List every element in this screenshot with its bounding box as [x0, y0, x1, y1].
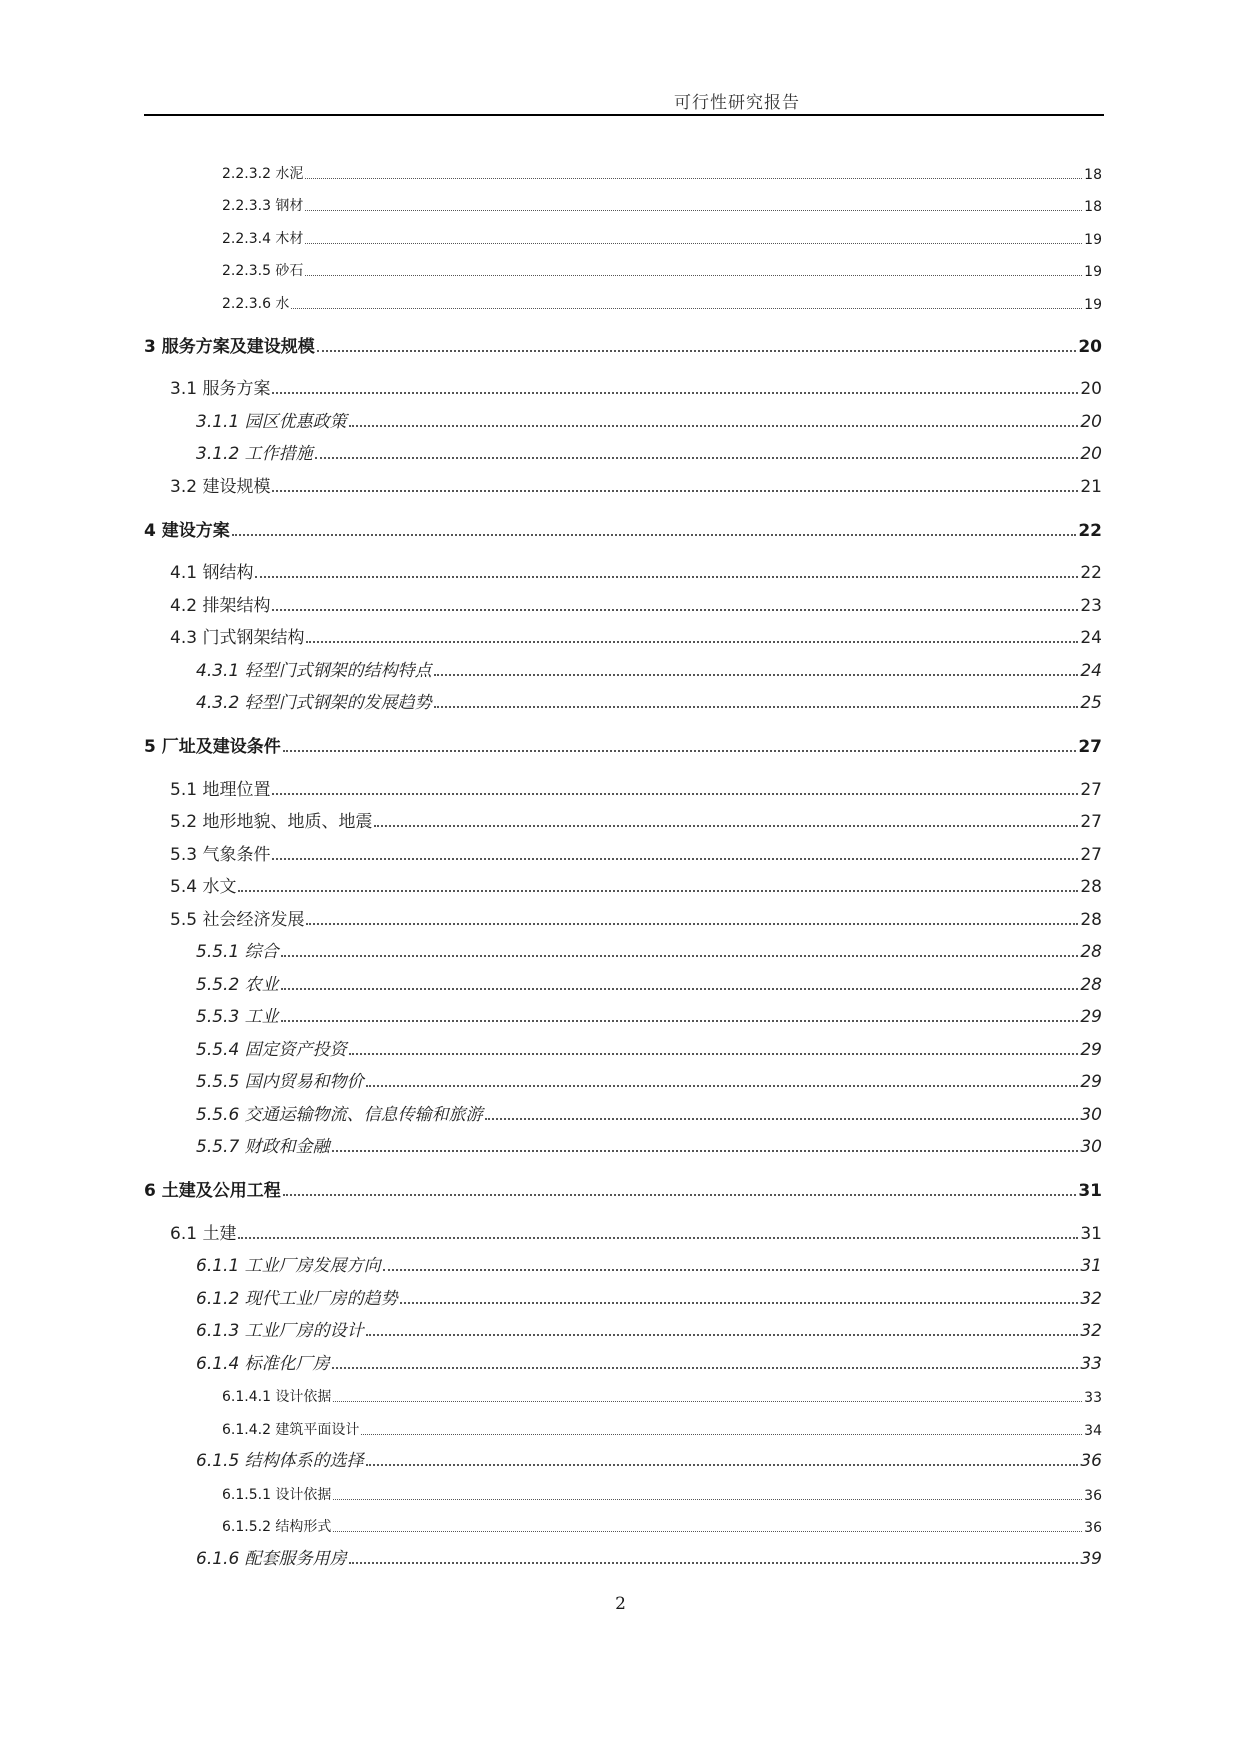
toc-dot-leader: [332, 1367, 1079, 1369]
toc-entry-page: 36: [1084, 1520, 1102, 1536]
toc-dot-leader: [272, 858, 1078, 860]
toc-entry[interactable]: [144, 551, 1102, 584]
toc-entry[interactable]: [144, 1309, 1102, 1342]
toc-dot-leader: [383, 1269, 1079, 1271]
toc-dot-leader: [434, 706, 1079, 708]
toc-entry-page: 21: [1080, 476, 1102, 497]
toc-dot-leader: [485, 1118, 1079, 1120]
toc-entry-page: 34: [1084, 1422, 1102, 1439]
toc-entry-label: 6.1.5 结构体系的选择: [196, 1451, 364, 1471]
toc-entry-page: 31: [1078, 1181, 1102, 1201]
toc-entry[interactable]: [144, 325, 1102, 357]
toc-entry-label: 5.5 社会经济发展: [170, 909, 305, 930]
toc-dot-leader: [281, 955, 1079, 957]
toc-entry-page: 39: [1080, 1548, 1102, 1569]
toc-entry-label: 5 厂址及建设条件: [144, 737, 281, 757]
toc-entry[interactable]: [144, 1169, 1102, 1201]
toc-dot-leader: [366, 1334, 1079, 1336]
toc-dot-leader: [332, 1150, 1079, 1152]
toc-entry-page: 23: [1080, 595, 1102, 616]
toc-entry-label: 4.1 钢结构: [170, 563, 254, 583]
toc-entry-label: 3.1 服务方案: [170, 379, 271, 399]
toc-dot-leader: [272, 490, 1078, 492]
toc-dot-leader: [255, 576, 1078, 578]
toc-entry-page: 33: [1080, 1353, 1102, 1374]
toc-entry-label: 6.1.5.1 设计依据: [222, 1486, 332, 1503]
toc-entry-label: 2.2.3.5 砂石: [222, 263, 304, 279]
toc-entry-label: 5.4 水文: [170, 877, 237, 897]
toc-entry-page: 18: [1084, 166, 1102, 183]
toc-entry[interactable]: [144, 616, 1102, 649]
toc-entry-page: 20: [1080, 411, 1102, 432]
toc-entry-label: 3 服务方案及建设规模: [144, 336, 315, 357]
toc-entry[interactable]: [144, 995, 1102, 1028]
toc-entry-label: 3.1.2 工作措施: [196, 444, 313, 464]
toc-dot-leader: [283, 1194, 1077, 1196]
toc-entry-label: 2.2.3.2 水泥: [222, 165, 304, 182]
toc-dot-leader: [281, 1020, 1079, 1022]
toc-entry[interactable]: [144, 1536, 1102, 1569]
toc-entry-label: 5.3 气象条件: [170, 844, 271, 865]
toc-dot-leader: [349, 425, 1079, 427]
toc-entry-label: 2.2.3.6 水: [222, 295, 290, 312]
toc-entry[interactable]: [144, 1027, 1102, 1060]
toc-dot-leader: [434, 674, 1079, 676]
toc-entry-page: 29: [1080, 1007, 1102, 1027]
toc-dot-leader: [349, 1053, 1079, 1055]
toc-dot-leader: [305, 275, 1082, 276]
toc-entry[interactable]: [144, 1276, 1102, 1309]
toc-entry[interactable]: [144, 367, 1102, 400]
toc-entry[interactable]: [144, 800, 1102, 833]
toc-entry-label: 4.3.1 轻型门式钢架的结构特点: [196, 660, 432, 681]
toc-entry-label: 4.3.2 轻型门式钢架的发展趋势: [196, 693, 432, 713]
toc-dot-leader: [306, 641, 1078, 643]
toc-dot-leader: [238, 1237, 1078, 1239]
toc-entry-page: 20: [1080, 444, 1102, 464]
toc-dot-leader: [400, 1302, 1079, 1304]
toc-entry[interactable]: [144, 464, 1102, 497]
toc-dot-leader: [374, 825, 1078, 827]
toc-entry[interactable]: [144, 1060, 1102, 1093]
toc-entry[interactable]: [144, 183, 1102, 216]
toc-dot-leader: [272, 609, 1078, 611]
toc-entry-page: 18: [1084, 199, 1102, 215]
toc-entry-page: 19: [1084, 296, 1102, 313]
toc-entry-label: 3.2 建设规模: [170, 476, 271, 497]
toc-entry-label: 6 土建及公用工程: [144, 1181, 281, 1201]
toc-entry-label: 4 建设方案: [144, 520, 230, 541]
toc-dot-leader: [272, 793, 1078, 795]
toc-entry[interactable]: [144, 767, 1102, 800]
toc-entry-page: 20: [1080, 379, 1102, 399]
toc-entry[interactable]: [144, 725, 1102, 757]
toc-entry-page: 29: [1080, 1039, 1102, 1060]
toc-dot-leader: [366, 1085, 1079, 1087]
toc-entry[interactable]: [144, 150, 1102, 183]
toc-entry[interactable]: [144, 1406, 1102, 1439]
toc-entry[interactable]: [144, 509, 1102, 541]
toc-entry-label: 2.2.3.4 木材: [222, 230, 304, 247]
toc-entry[interactable]: [144, 432, 1102, 465]
toc-entry-page: 20: [1078, 336, 1102, 357]
toc-entry-page: 27: [1078, 737, 1102, 757]
toc-entry-label: 6.1.3 工业厂房的设计: [196, 1321, 364, 1341]
toc-entry-label: 6.1.4.1 设计依据: [222, 1389, 332, 1405]
toc-entry-page: 24: [1080, 628, 1102, 648]
toc-entry-page: 28: [1080, 909, 1102, 930]
page-number: 2: [615, 1594, 626, 1614]
toc-entry-label: 5.5.3 工业: [196, 1007, 279, 1027]
toc-entry-label: 5.5.7 财政和金融: [196, 1137, 330, 1157]
toc-entry[interactable]: [144, 1341, 1102, 1374]
toc-entry[interactable]: [144, 897, 1102, 930]
toc-entry-label: 5.5.1 综合: [196, 942, 279, 962]
toc-entry[interactable]: [144, 1125, 1102, 1158]
toc-entry-page: 24: [1080, 660, 1102, 681]
toc-entry-page: 32: [1080, 1321, 1102, 1341]
toc-entry-page: 29: [1080, 1072, 1102, 1092]
toc-entry-page: 32: [1080, 1288, 1102, 1309]
toc-entry[interactable]: [144, 1244, 1102, 1277]
toc-entry-label: 5.2 地形地貌、地质、地震: [170, 812, 373, 832]
toc-dot-leader: [305, 178, 1082, 179]
toc-dot-leader: [232, 534, 1077, 536]
toc-dot-leader: [349, 1562, 1079, 1564]
page-header: [144, 84, 1104, 116]
toc-entry-label: 6.1.1 工业厂房发展方向: [196, 1256, 381, 1276]
toc-dot-leader: [333, 1401, 1082, 1402]
toc-entry-label: 4.2 排架结构: [170, 595, 271, 616]
toc-entry[interactable]: [144, 681, 1102, 714]
toc-entry-label: 6.1 土建: [170, 1223, 237, 1244]
toc-entry-page: 27: [1080, 812, 1102, 832]
toc-entry[interactable]: [144, 399, 1102, 432]
toc-entry-label: 4.3 门式钢架结构: [170, 628, 305, 648]
toc-entry-label: 6.1.4.2 建筑平面设计: [222, 1421, 360, 1438]
toc-entry[interactable]: [144, 930, 1102, 963]
toc-entry[interactable]: [144, 1092, 1102, 1125]
toc-entry-page: 33: [1084, 1390, 1102, 1406]
toc-entry-page: 27: [1080, 779, 1102, 800]
toc-entry-label: 5.1 地理位置: [170, 779, 271, 800]
toc-dot-leader: [333, 1499, 1082, 1500]
toc-entry[interactable]: [144, 1504, 1102, 1537]
toc-dot-leader: [317, 350, 1077, 352]
toc-entry-label: 3.1.1 园区优惠政策: [196, 411, 347, 432]
toc-entry[interactable]: [144, 215, 1102, 248]
toc-dot-leader: [283, 750, 1077, 752]
toc-entry-label: 5.5.2 农业: [196, 974, 279, 995]
table-of-contents: [144, 150, 1102, 1569]
toc-entry[interactable]: [144, 1471, 1102, 1504]
toc-dot-leader: [305, 210, 1082, 211]
toc-entry-page: 36: [1080, 1451, 1102, 1471]
toc-dot-leader: [306, 923, 1078, 925]
toc-dot-leader: [272, 392, 1078, 394]
toc-entry-page: 30: [1080, 1104, 1102, 1125]
toc-entry-page: 28: [1080, 974, 1102, 995]
toc-entry-page: 22: [1078, 520, 1102, 541]
toc-entry[interactable]: [144, 1211, 1102, 1244]
toc-dot-leader: [315, 457, 1079, 459]
toc-entry-label: 6.1.6 配套服务用房: [196, 1548, 347, 1569]
toc-entry[interactable]: [144, 832, 1102, 865]
toc-entry[interactable]: [144, 248, 1102, 281]
toc-entry-page: 27: [1080, 844, 1102, 865]
toc-entry[interactable]: [144, 1439, 1102, 1472]
toc-entry-page: 25: [1080, 693, 1102, 713]
toc-entry-page: 28: [1080, 877, 1102, 897]
toc-entry-label: 5.5.5 国内贸易和物价: [196, 1072, 364, 1092]
header-title: 可行性研究报告: [674, 93, 800, 113]
toc-entry[interactable]: [144, 648, 1102, 681]
toc-dot-leader: [238, 890, 1078, 892]
toc-entry-label: 6.1.2 现代工业厂房的趋势: [196, 1288, 398, 1309]
toc-entry[interactable]: [144, 280, 1102, 313]
toc-entry-page: 22: [1080, 563, 1102, 583]
toc-dot-leader: [361, 1434, 1082, 1435]
toc-entry-label: 5.5.4 固定资产投资: [196, 1039, 347, 1060]
toc-entry-label: 5.5.6 交通运输物流、信息传输和旅游: [196, 1104, 483, 1125]
toc-entry[interactable]: [144, 583, 1102, 616]
toc-entry-page: 30: [1080, 1137, 1102, 1157]
toc-entry-page: 19: [1084, 264, 1102, 280]
toc-entry[interactable]: [144, 962, 1102, 995]
toc-entry-page: 31: [1080, 1223, 1102, 1244]
toc-entry-page: 19: [1084, 231, 1102, 248]
toc-entry-page: 36: [1084, 1487, 1102, 1504]
toc-dot-leader: [291, 308, 1082, 309]
toc-entry-label: 6.1.4 标准化厂房: [196, 1353, 330, 1374]
toc-entry-label: 6.1.5.2 结构形式: [222, 1519, 332, 1535]
toc-dot-leader: [366, 1464, 1079, 1466]
toc-entry[interactable]: [144, 1374, 1102, 1407]
toc-dot-leader: [281, 988, 1079, 990]
toc-entry[interactable]: [144, 865, 1102, 898]
toc-entry-label: 2.2.3.3 钢材: [222, 198, 304, 214]
toc-entry-page: 28: [1080, 942, 1102, 962]
toc-dot-leader: [305, 243, 1082, 244]
toc-dot-leader: [333, 1531, 1082, 1532]
toc-entry-page: 31: [1080, 1256, 1102, 1276]
